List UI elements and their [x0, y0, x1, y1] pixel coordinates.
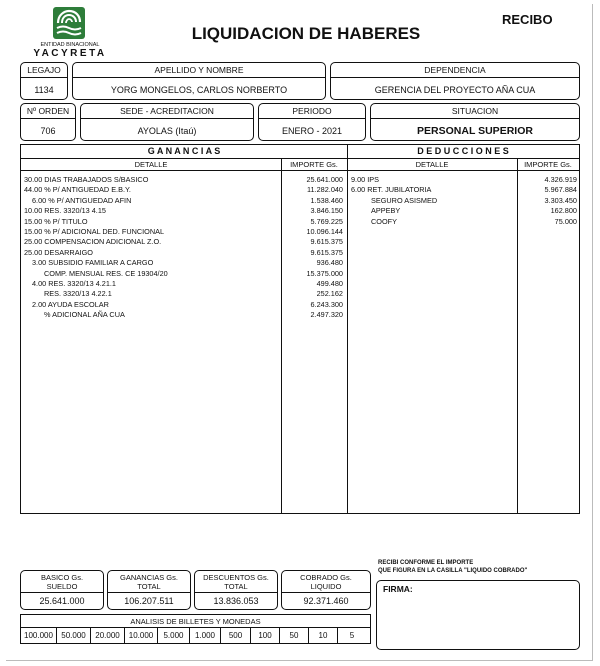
payslip-page: [6, 4, 593, 661]
ganancias-total-value: 106.207.511: [124, 596, 174, 606]
receipt-note-line-1: RECIBI CONFORME EL IMPORTE: [378, 560, 474, 566]
ganancia-detail: 25.00 COMPENSACION ADICIONAL Z.O.: [24, 237, 162, 247]
basico-box: [20, 570, 104, 610]
brand-name: YACYRETA: [33, 48, 107, 59]
dependency-box: [330, 62, 580, 100]
ganancia-amount: 2.497.320: [310, 310, 343, 320]
descuentos-total-label-2: TOTAL: [224, 582, 248, 591]
cobrado-value: 92.371.460: [303, 596, 349, 606]
deducciones-title: D E D U C C I O N E S: [417, 146, 509, 156]
bill-denomination: 5.000: [158, 628, 190, 643]
ganancia-amount: 9.615.375: [310, 247, 343, 257]
ganancia-amount: 15.375.000: [306, 268, 343, 278]
cobrado-label-1: COBRADO Gs.: [300, 573, 352, 582]
ganancias-total-label-2: TOTAL: [137, 582, 161, 591]
legajo-value: 1134: [34, 85, 54, 95]
ganancia-detail: COMP. MENSUAL RES. CE 19304/20: [44, 268, 168, 278]
ganancia-detail: 25.00 DESARRAIGO: [24, 247, 93, 257]
ganancia-detail: 4.00 RES. 3320/13 4.21.1: [32, 279, 116, 288]
bill-denomination: 1.000: [190, 628, 221, 643]
sede-label: SEDE - ACREDITACION: [120, 106, 214, 116]
descuentos-total-label-1: DESCUENTOS Gs.: [203, 573, 269, 582]
ganancias-total-label-1: GANANCIAS Gs.: [120, 573, 178, 582]
bill-denomination: 20.000: [91, 628, 125, 643]
situacion-box: [370, 103, 580, 141]
doc-type: RECIBO: [502, 12, 553, 27]
earnings-deductions-table: [20, 144, 580, 514]
legajo-label: LEGAJO: [27, 65, 61, 75]
deduccion-amount: 75.000: [554, 216, 577, 226]
name-value: YORG MONGELOS, CARLOS NORBERTO: [110, 85, 288, 95]
ganancia-amount: 936.480: [316, 258, 343, 268]
deducciones-amount-header: IMPORTE Gs.: [524, 160, 572, 169]
orden-label: Nº ORDEN: [26, 106, 70, 116]
deduccion-detail: 9.00 IPS: [351, 175, 379, 184]
ganancia-amount: 10.096.144: [306, 227, 343, 236]
deduccion-amount: 162.800: [550, 206, 577, 216]
orden-box: [20, 103, 76, 141]
deduccion-detail: 6.00 RET. JUBILATORIA: [351, 185, 432, 195]
legajo-box: [20, 62, 68, 100]
deduccion-detail: SEGURO ASISMED: [371, 195, 438, 205]
sede-value: AYOLAS (Itaú): [137, 126, 197, 136]
receipt-note: [378, 560, 527, 575]
deduccion-amount: 5.967.884: [544, 185, 577, 195]
entity-name: ENTIDAD BINACIONAL: [40, 42, 100, 48]
name-label: APELLIDO Y NOMBRE: [154, 65, 244, 75]
ganancias-total-box: [107, 570, 191, 610]
ganancia-amount: 9.615.375: [310, 237, 343, 247]
ganancia-detail: 15.00 % P/ TITULO: [24, 216, 88, 226]
dependency-label: DEPENDENCIA: [424, 65, 486, 75]
periodo-label: PERIODO: [292, 106, 332, 116]
periodo-value: ENERO - 2021: [281, 126, 343, 136]
ganancia-detail: 6.00 % P/ ANTIGUEDAD AFIN: [32, 195, 132, 205]
ganancia-detail: 15.00 % P/ ADICIONAL DED. FUNCIONAL: [24, 227, 165, 236]
situacion-label: SITUACION: [451, 106, 499, 116]
bill-denomination: 50: [280, 628, 309, 643]
bill-denomination: 10.000: [125, 628, 158, 643]
deduccion-amount: 4.326.919: [544, 175, 577, 184]
deduccion-amount: 3.303.450: [544, 195, 577, 205]
ganancia-detail: RES. 3320/13 4.22.1: [44, 289, 112, 299]
ganancia-amount: 6.243.300: [310, 299, 343, 309]
firma-label: FIRMA:: [383, 584, 413, 594]
ganancias-title: G A N A N C I A S: [147, 146, 221, 156]
orden-value: 706: [40, 126, 56, 136]
basico-label-2: SUELDO: [46, 582, 78, 591]
ganancia-amount: 3.846.150: [310, 206, 343, 216]
bill-denomination: 5: [349, 631, 355, 640]
cobrado-label-2: LIQUIDO: [310, 582, 342, 591]
ganancia-amount: 1.538.460: [310, 195, 343, 205]
yacyreta-logo-icon: [52, 6, 86, 40]
ganancia-detail: % ADICIONAL AÑA CUA: [44, 310, 125, 320]
deduccion-detail: APPEBY: [371, 206, 401, 216]
ganancias-detail-header: DETALLE: [134, 160, 168, 169]
ganancia-detail: 44.00 % P/ ANTIGUEDAD E.B.Y.: [24, 185, 131, 195]
bills-analysis-box: [20, 614, 371, 644]
bill-denomination: 50.000: [57, 628, 91, 643]
deducciones-detail-header: DETALLE: [415, 160, 449, 169]
ganancia-amount: 5.769.225: [310, 216, 343, 226]
bill-denomination: 500: [221, 628, 251, 643]
basico-label-1: BASICO Gs.: [40, 573, 84, 582]
basico-value: 25.641.000: [39, 596, 85, 606]
dependency-value: GERENCIA DEL PROYECTO AÑA CUA: [374, 85, 536, 95]
descuentos-total-value: 13.836.053: [213, 596, 259, 606]
ganancia-amount: 25.641.000: [306, 175, 343, 184]
deduccion-detail: COOFY: [371, 216, 397, 226]
descuentos-total-box: [194, 570, 278, 610]
bill-denomination: 100: [251, 628, 280, 643]
sede-box: [80, 103, 254, 141]
ganancias-amount-header: IMPORTE Gs.: [290, 160, 338, 169]
ganancia-detail: 3.00 SUBSIDIO FAMILIAR A CARGO: [32, 258, 154, 268]
bill-denomination: 10: [309, 628, 338, 643]
cobrado-box: [281, 570, 371, 610]
ganancia-amount: 11.282.040: [307, 185, 343, 195]
situacion-value: PERSONAL SUPERIOR: [417, 125, 533, 137]
periodo-box: [258, 103, 366, 141]
ganancia-detail: 30.00 DIAS TRABAJADOS S/BASICO: [24, 175, 149, 184]
page-title: LIQUIDACION DE HABERES: [191, 24, 421, 43]
name-box: [72, 62, 326, 100]
bill-denomination: 100.000: [21, 628, 57, 643]
receipt-note-line-2: QUE FIGURA EN LA CASILLA "LIQUIDO COBRADO": [378, 567, 528, 574]
bills-title: ANALISIS DE BILLETES Y MONEDAS: [130, 617, 261, 626]
ganancia-detail: 10.00 RES. 3320/13 4.15: [24, 206, 106, 216]
signature-box: [376, 580, 580, 650]
ganancia-amount: 499.480: [316, 279, 343, 288]
ganancia-amount: 252.162: [316, 289, 343, 299]
ganancia-detail: 2.00 AYUDA ESCOLAR: [32, 299, 109, 309]
